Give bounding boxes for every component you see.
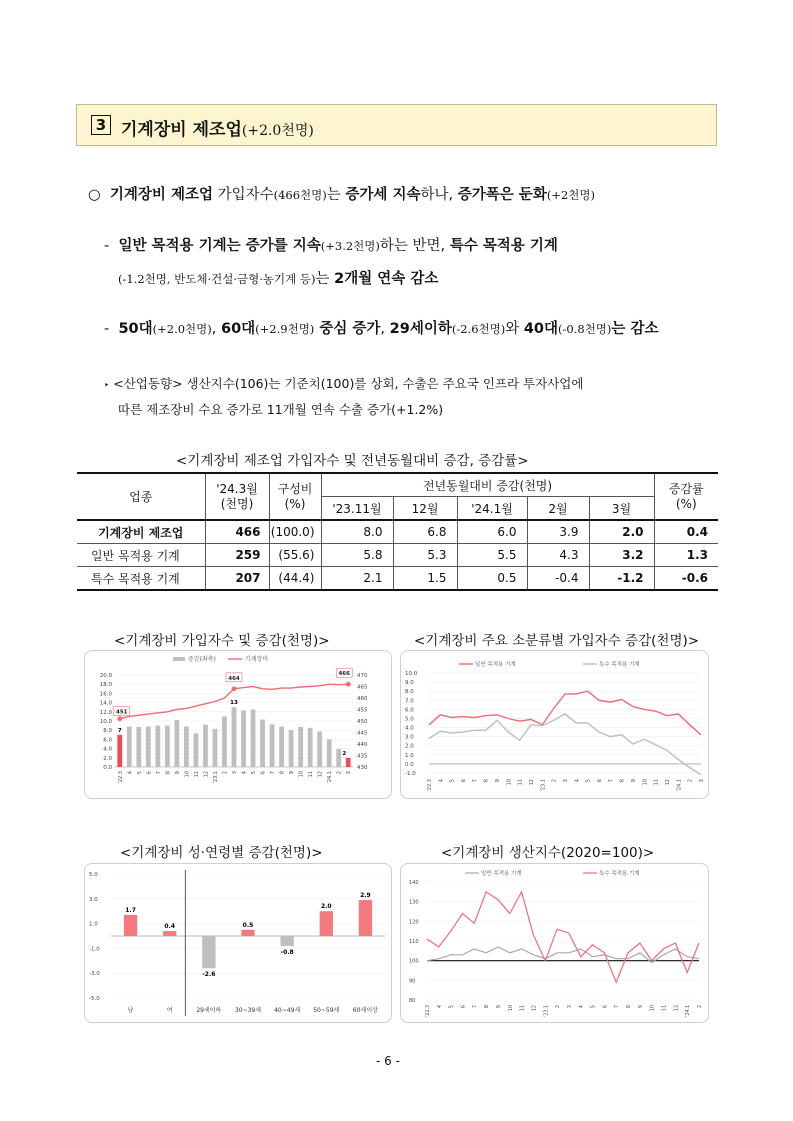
- chart-1-title: <기계장비 가입자수 및 증감(천명)>: [114, 633, 330, 649]
- legend-label: 일반 목적용 기계: [475, 662, 516, 668]
- data-label-first-bar: 7: [117, 727, 122, 734]
- x-tick-label: '23.1: [540, 779, 547, 792]
- data-label-first-line: 451: [116, 709, 128, 716]
- y-right-tick-label: 435: [357, 753, 368, 760]
- x-tick-label: 5: [449, 779, 456, 783]
- series-line: [427, 892, 699, 983]
- section-title: 기계장비 제조업(+2.0천명): [121, 120, 314, 140]
- x-tick-label: 4: [574, 779, 581, 783]
- y-right-tick-label: 460: [357, 696, 368, 702]
- data-label: 2.9: [360, 892, 371, 900]
- chart-3: [85, 864, 391, 1022]
- x-tick-label: 11: [308, 771, 315, 778]
- bar: [202, 936, 215, 968]
- data-label-mid-bar: 13: [230, 700, 238, 707]
- table-row: 특수 목적용 기계 207 (44.4) 2.1 1.5 0.5 -0.4 -1.2 -0.6: [77, 567, 718, 591]
- bar: [241, 930, 254, 936]
- header-industry: 업종: [77, 473, 205, 520]
- x-tick-label: 10: [298, 771, 305, 778]
- x-tick-label: 10: [506, 779, 513, 786]
- x-tick-label: 4: [579, 1005, 585, 1009]
- x-tick-label: 4: [241, 771, 248, 775]
- series-line: [429, 691, 701, 735]
- data-label-last-line: 466: [338, 671, 350, 678]
- legend-swatch-bar: [173, 657, 185, 661]
- x-tick-label: 3: [567, 1005, 573, 1009]
- bar: [280, 936, 293, 946]
- bar: [155, 726, 160, 767]
- x-tick-label: 4: [438, 779, 445, 783]
- header-month: '24.1월: [457, 497, 527, 521]
- chart-2-frame: [400, 650, 709, 799]
- chart-2: [401, 651, 708, 798]
- bar: [163, 931, 176, 936]
- chart-4: [401, 864, 708, 1022]
- chart-1-frame: [84, 650, 392, 799]
- bar: [241, 710, 246, 767]
- bar: [308, 728, 313, 767]
- x-tick-label: 40~49세: [274, 1007, 301, 1014]
- bar: [175, 720, 180, 767]
- x-tick-label: 4: [437, 1005, 443, 1009]
- y-left-tick-label: 18.0: [99, 682, 112, 689]
- chart-1: [85, 651, 391, 798]
- x-tick-label: 11: [517, 779, 524, 786]
- x-tick-label: 7: [270, 771, 277, 775]
- x-tick-label: 3: [563, 779, 569, 783]
- y-left-tick-label: 4.0: [103, 746, 112, 753]
- chart-4-title: <기계장비 생산지수(2020=100)>: [441, 845, 655, 861]
- x-tick-label: 11: [193, 771, 200, 778]
- y-right-tick-label: 450: [357, 719, 368, 725]
- line-point: [346, 682, 351, 687]
- y-tick-label: 9.0: [405, 680, 414, 687]
- data-label: -2.6: [202, 971, 216, 979]
- bar: [194, 733, 199, 767]
- data-label: 0.5: [242, 921, 254, 929]
- data-label: 1.7: [125, 906, 136, 914]
- chart-4-frame: [400, 863, 709, 1023]
- y-right-tick-label: 465: [357, 684, 368, 691]
- bar: [232, 707, 237, 767]
- x-tick-label: 7: [608, 779, 615, 783]
- bar: [279, 727, 284, 767]
- bar: [327, 739, 332, 767]
- bar: [184, 727, 189, 767]
- bar: [124, 915, 137, 936]
- y-tick-label: -1.0: [89, 946, 100, 953]
- header-share: 구성비 (%): [269, 473, 321, 520]
- y-right-tick-label: 445: [357, 730, 368, 737]
- y-right-tick-label: 430: [357, 765, 368, 771]
- bullet-2-line-2: (-1.2천명, 반도체·건설·금형·농기계 등)는 2개월 연속 감소: [118, 271, 439, 287]
- chart-3-frame: [84, 863, 392, 1023]
- header-month: 12월: [393, 497, 457, 521]
- bullet-4-line-1: ‣ <산업동향> 생산지수(106)는 기준치(100)를 상회, 수출은 주요국 인프라 투자사업에: [104, 376, 584, 391]
- y-left-tick-label: 8.0: [103, 728, 112, 735]
- legend-label: 특수 목적용 기계: [599, 662, 640, 668]
- bullet-1: ○ 기계장비 제조업 가입자수(466천명)는 증가세 지속하나, 증가폭은 둔화(+2천명): [88, 187, 595, 203]
- y-left-tick-label: 12.0: [99, 709, 112, 716]
- x-tick-label: 2: [336, 771, 343, 775]
- header-change-group: 전년동월대비 증감(천명): [321, 473, 654, 497]
- table-row: 일반 목적용 기계 259 (55.6) 5.8 5.3 5.5 4.3 3.2 1.3: [77, 544, 718, 567]
- x-tick-label: 7: [473, 1005, 479, 1009]
- y-left-tick-label: 6.0: [103, 737, 112, 744]
- y-tick-label: 3.0: [89, 896, 98, 903]
- x-tick-label: 9: [495, 779, 501, 783]
- y-tick-label: 7.0: [405, 698, 414, 705]
- header-month: 3월: [589, 497, 654, 521]
- x-tick-label: 50~59세: [313, 1007, 340, 1014]
- bullet-4-line-2: 따른 제조장비 수요 증가로 11개월 연속 수출 증가(+1.2%): [118, 402, 444, 417]
- x-tick-label: 10: [508, 1005, 514, 1012]
- data-label: 0.4: [164, 923, 176, 931]
- x-tick-label: 12: [203, 771, 210, 778]
- employment-table: [77, 472, 718, 591]
- x-tick-label: 29세이하: [196, 1007, 222, 1014]
- y-left-tick-label: 2.0: [103, 755, 112, 762]
- bar: [346, 758, 351, 767]
- legend-label: 특수 목적용 기계: [599, 871, 640, 877]
- x-tick-label: 6: [461, 1005, 467, 1009]
- y-left-tick-label: 20.0: [99, 673, 112, 679]
- x-tick-label: 12: [532, 1005, 538, 1012]
- legend-label: 증감(좌축): [188, 656, 216, 663]
- x-tick-label: 5: [585, 779, 592, 783]
- y-tick-label: 0.0: [405, 761, 414, 768]
- bar: [165, 726, 170, 767]
- bar: [136, 727, 141, 767]
- bar: [320, 911, 333, 936]
- chart-3-title: <기계장비 성·연령별 증감(천명)>: [120, 845, 323, 861]
- bar: [317, 732, 322, 767]
- bar: [213, 729, 218, 767]
- x-tick-label: 6: [260, 771, 267, 775]
- x-tick-label: 6: [461, 779, 467, 783]
- y-left-tick-label: 14.0: [99, 700, 112, 707]
- x-tick-label: '24.1: [327, 771, 334, 784]
- y-tick-label: 10.0: [405, 671, 418, 677]
- bar: [298, 727, 303, 767]
- x-tick-label: 12: [529, 779, 535, 786]
- y-tick-label: 1.0: [89, 921, 98, 928]
- y-right-tick-label: 470: [357, 673, 368, 679]
- y-tick-label: 130: [409, 899, 419, 906]
- data-label: 2.0: [320, 903, 332, 911]
- table-caption: <기계장비 제조업 가입자수 및 전년동월대비 증감, 증감률>: [176, 453, 529, 469]
- header-month: '23.11월: [321, 497, 393, 521]
- x-tick-label: 8: [165, 771, 172, 775]
- y-tick-label: 3.0: [405, 734, 414, 741]
- y-tick-label: -1.0: [405, 771, 416, 777]
- header-count: '24.3월 (천명): [205, 473, 269, 520]
- x-tick-label: 60세이상: [352, 1007, 378, 1014]
- y-tick-label: 5.0: [89, 872, 98, 878]
- legend-label: 일반 목적용 기계: [481, 871, 522, 877]
- bar: [359, 900, 372, 936]
- y-right-tick-label: 440: [357, 742, 368, 748]
- data-label: -0.8: [280, 948, 294, 956]
- bullet-3: - 50대(+2.0천명), 60대(+2.9천명) 중심 증가, 29세이하(-2.6천명)와 40대(-0.8천명)는 감소: [104, 321, 659, 337]
- data-label-last-bar: 2: [342, 750, 347, 757]
- x-tick-label: 8: [279, 771, 286, 775]
- x-tick-label: '23.1: [212, 771, 219, 784]
- chart-2-title: <기계장비 주요 소분류별 가입자수 증감(천명)>: [414, 633, 700, 649]
- x-tick-label: 3: [232, 771, 238, 775]
- x-tick-label: 8: [483, 779, 490, 783]
- data-label-mid-line: 464: [228, 675, 240, 682]
- x-tick-label: 남: [127, 1007, 134, 1014]
- x-tick-label: 9: [631, 779, 637, 783]
- x-tick-label: '23.1: [544, 1005, 550, 1017]
- header-rate: 증감률 (%): [654, 473, 718, 520]
- x-tick-label: 10: [650, 1005, 656, 1012]
- y-tick-label: -5.0: [89, 996, 100, 1002]
- line-point: [232, 686, 237, 691]
- y-tick-label: 4.0: [405, 725, 414, 732]
- series-line: [429, 714, 701, 775]
- x-tick-label: 4: [127, 771, 134, 775]
- x-tick-label: 3: [699, 779, 705, 783]
- section-header: [76, 104, 717, 146]
- x-tick-label: 12: [674, 1005, 680, 1012]
- x-tick-label: 2: [551, 779, 558, 783]
- y-tick-label: 100: [409, 958, 419, 965]
- table-row: 기계장비 제조업 466 (100.0) 8.0 6.8 6.0 3.9 2.0 0.4: [77, 520, 718, 544]
- x-tick-label: '22.3: [427, 779, 433, 792]
- x-tick-label: '24.1: [686, 1005, 692, 1017]
- y-tick-label: 90: [409, 978, 416, 985]
- y-tick-label: 80: [409, 998, 416, 1004]
- x-tick-label: 5: [136, 771, 143, 775]
- y-tick-label: 5.0: [405, 716, 414, 723]
- bar: [117, 735, 122, 767]
- bar: [203, 725, 208, 767]
- line-point: [117, 716, 122, 721]
- section-number: 3: [91, 115, 111, 135]
- bar: [127, 727, 132, 767]
- x-tick-label: 6: [603, 1005, 609, 1009]
- x-tick-label: 9: [496, 1005, 502, 1009]
- x-tick-label: 2: [556, 1005, 562, 1009]
- y-tick-label: 120: [409, 919, 419, 926]
- x-tick-label: 2: [687, 779, 694, 783]
- x-tick-label: 9: [174, 771, 181, 775]
- x-tick-label: 2: [222, 771, 229, 775]
- x-tick-label: 30~39세: [234, 1007, 262, 1014]
- x-tick-label: 11: [653, 779, 660, 786]
- y-tick-label: 140: [409, 880, 419, 886]
- x-tick-label: 6: [146, 771, 153, 775]
- x-tick-label: 11: [662, 1005, 668, 1012]
- x-tick-label: '22.3: [426, 1005, 431, 1017]
- y-tick-label: 2.0: [405, 743, 414, 750]
- y-tick-label: 8.0: [405, 689, 414, 696]
- bar: [251, 710, 256, 768]
- y-left-tick-label: 0.0: [103, 765, 112, 771]
- y-tick-label: 1.0: [405, 752, 414, 759]
- x-tick-label: '22.3: [117, 771, 124, 784]
- x-tick-label: 3: [346, 771, 353, 775]
- bar: [260, 720, 265, 767]
- y-left-tick-label: 16.0: [99, 691, 112, 698]
- bar: [270, 724, 275, 767]
- x-tick-label: 7: [155, 771, 162, 775]
- bullet-2-line-1: - 일반 목적용 기계는 증가를 지속(+3.2천명)하는 반면, 특수 목적용 기계: [104, 238, 558, 254]
- page-number: - 6 -: [376, 1054, 400, 1068]
- y-tick-label: -3.0: [89, 971, 100, 978]
- header-month: 2월: [527, 497, 589, 521]
- y-left-tick-label: 10.0: [99, 719, 112, 725]
- x-tick-label: 8: [619, 779, 626, 783]
- x-tick-label: 7: [615, 1005, 621, 1009]
- x-tick-label: 11: [520, 1005, 526, 1012]
- bar: [289, 730, 294, 767]
- bar: [222, 716, 227, 767]
- x-tick-label: 8: [485, 1005, 491, 1009]
- x-tick-label: 7: [472, 779, 479, 783]
- x-tick-label: 9: [638, 1005, 644, 1009]
- bar: [146, 727, 151, 767]
- x-tick-label: 10: [642, 779, 649, 786]
- x-tick-label: 2: [698, 1005, 703, 1009]
- x-tick-label: 10: [184, 771, 191, 778]
- y-tick-label: 6.0: [405, 707, 414, 714]
- x-tick-label: 5: [449, 1005, 455, 1009]
- bar: [336, 749, 341, 767]
- x-tick-label: 12: [665, 779, 671, 786]
- x-tick-label: 9: [289, 771, 296, 775]
- y-tick-label: 110: [409, 939, 419, 945]
- x-tick-label: 8: [627, 1005, 633, 1009]
- x-tick-label: 6: [597, 779, 603, 783]
- x-tick-label: '24.1: [676, 779, 683, 792]
- legend-label: 기계장비: [245, 656, 269, 663]
- x-tick-label: 5: [591, 1005, 597, 1009]
- x-tick-label: 5: [251, 771, 258, 775]
- y-right-tick-label: 455: [357, 707, 368, 714]
- x-tick-label: 12: [317, 771, 324, 778]
- x-tick-label: 여: [166, 1007, 173, 1014]
